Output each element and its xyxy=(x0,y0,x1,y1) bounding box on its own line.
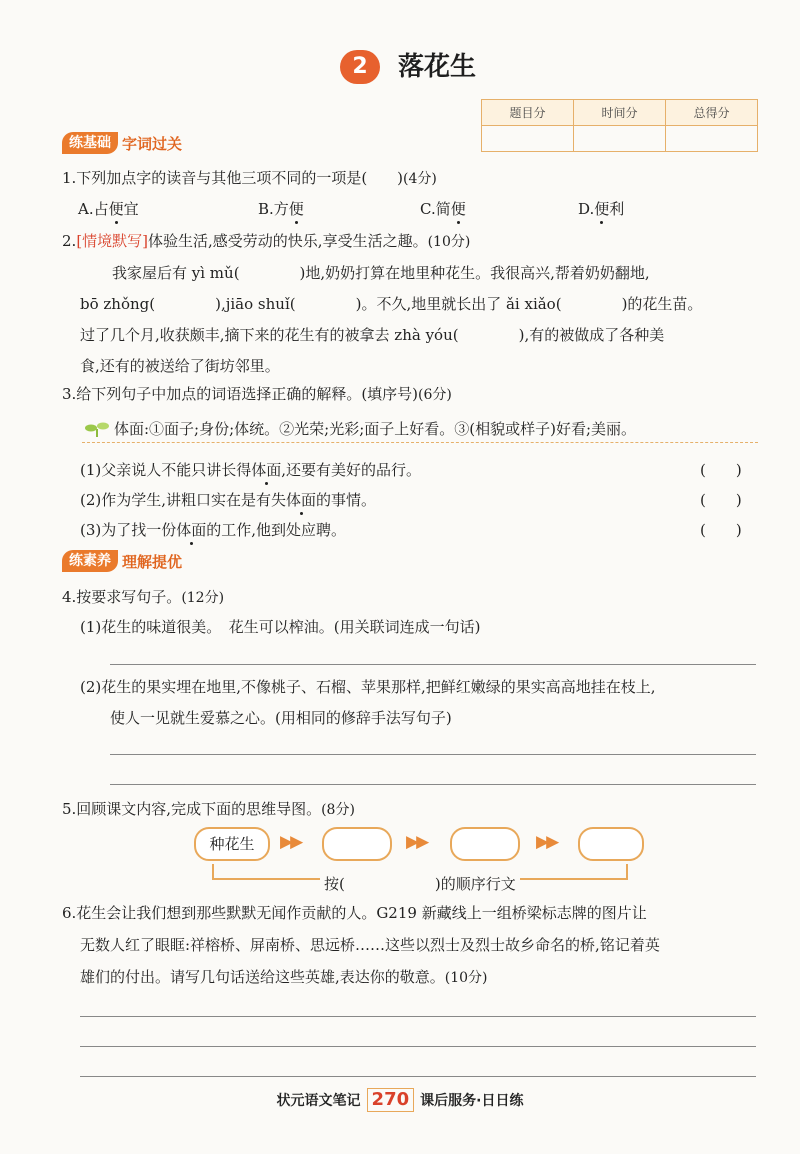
answer-line[interactable] xyxy=(110,754,756,755)
page-number: 270 xyxy=(367,1088,415,1112)
score-table xyxy=(481,99,758,152)
sprout-icon xyxy=(84,420,110,438)
scenario-tag: [情境默写] xyxy=(76,232,149,250)
mindmap-node-blank[interactable] xyxy=(322,827,392,861)
option-b[interactable]: B.方便 xyxy=(258,200,304,218)
q3-item-1: (1)父亲说人不能只讲长得体面,还要有美好的品行。 xyxy=(80,461,422,479)
score-header: 题目分 xyxy=(482,100,574,126)
q4-sub-2-line-1: (2)花生的果实埋在地里,不像桃子、石榴、苹果那样,把鲜红嫩绿的果实高高地挂在枝上, xyxy=(80,678,656,696)
q2-line-3: 过了几个月,收获颇丰,摘下来的花生有的被拿去 zhà yóu( ),有的被做成了各种美 xyxy=(80,326,665,344)
section-tag: 练基础 xyxy=(62,132,118,154)
q2-line-1: 我家屋后有 yì mǔ( )地,奶奶打算在地里种花生。我很高兴,帮着奶奶翻地, xyxy=(112,264,650,282)
section-tag: 练素养 xyxy=(62,550,118,572)
dotted-char: 便 xyxy=(288,200,304,218)
question-points: (4分) xyxy=(403,171,437,187)
answer-paren[interactable]: ( ) xyxy=(700,521,742,539)
footer-brand: 状元语文笔记 xyxy=(276,1093,361,1109)
q3-item-3: (3)为了找一份体面的工作,他到处应聘。 xyxy=(80,521,347,539)
answer-line[interactable] xyxy=(110,784,756,785)
mindmap-node-blank[interactable] xyxy=(450,827,520,861)
answer-line[interactable] xyxy=(110,664,756,665)
answer-line[interactable] xyxy=(80,1046,756,1047)
answer-paren[interactable]: ( ) xyxy=(700,461,742,479)
score-cell[interactable] xyxy=(482,126,574,152)
definition-box xyxy=(82,414,758,443)
arrow-icon: ▶▶ xyxy=(280,832,301,852)
dotted-char: 便 xyxy=(108,200,124,218)
question-5: 5.回顾课文内容,完成下面的思维导图。(8分) xyxy=(62,800,355,818)
score-header: 总得分 xyxy=(666,100,758,126)
mindmap-node-start: 种花生 xyxy=(194,827,270,861)
answer-line[interactable] xyxy=(80,1076,756,1077)
option-a[interactable]: A.占便宜 xyxy=(78,200,139,218)
section-label: 字词过关 xyxy=(122,134,183,153)
question-text: 1.下列加点字的读音与其他三项不同的一项是( ) xyxy=(62,169,404,187)
section-header-basics xyxy=(62,132,182,154)
q6-line-3: 雄们的付出。请写几句话送给这些英雄,表达你的敬意。(10分) xyxy=(80,968,488,986)
q4-sub-1: (1)花生的味道很美。 花生可以榨油。(用关联词连成一句话) xyxy=(80,618,481,636)
dotted-char: 便 xyxy=(450,200,466,218)
question-1 xyxy=(62,167,437,188)
mindmap-node-blank[interactable] xyxy=(578,827,644,861)
section-label: 理解提优 xyxy=(122,552,183,571)
q4-sub-2-line-2: 使人一见就生爱慕之心。(用相同的修辞手法写句子) xyxy=(110,709,452,727)
footer-series: 课后服务·日日练 xyxy=(420,1093,524,1109)
option-c[interactable]: C.简便 xyxy=(420,200,466,218)
order-blank[interactable]: 按( )的顺序行文 xyxy=(320,873,520,894)
score-header: 时间分 xyxy=(574,100,666,126)
option-d[interactable]: D.便利 xyxy=(578,200,625,218)
lesson-title: 落花生 xyxy=(398,52,477,82)
question-4: 4.按要求写句子。(12分) xyxy=(62,588,225,606)
section-header-literacy xyxy=(62,550,182,572)
q2-line-4: 食,还有的被送给了街坊邻里。 xyxy=(80,357,280,375)
question-2: 2.[情境默写]体验生活,感受劳动的快乐,享受生活之趣。(10分) xyxy=(62,232,471,250)
answer-line[interactable] xyxy=(80,1016,756,1017)
q6-line-1: 6.花生会让我们想到那些默默无闻作贡献的人。G219 新藏线上一组桥梁标志牌的图片让 xyxy=(62,904,647,922)
question-3: 3.给下列句子中加点的词语选择正确的解释。(填序号)(6分) xyxy=(62,385,452,403)
dotted-char: 便 xyxy=(594,200,610,218)
lesson-number: 2 xyxy=(340,50,380,84)
q3-item-2: (2)作为学生,讲粗口实在是有失体面的事情。 xyxy=(80,491,377,509)
arrow-icon: ▶▶ xyxy=(536,832,557,852)
q2-line-2: bō zhǒng( ),jiāo shuǐ( )。不久,地里就长出了 ǎi xiǎo( )的花生苗。 xyxy=(80,295,703,313)
footer xyxy=(0,1088,800,1112)
arrow-icon: ▶▶ xyxy=(406,832,427,852)
answer-paren[interactable]: ( ) xyxy=(700,491,742,509)
q6-line-2: 无数人红了眼眶:祥榕桥、屏南桥、思远桥……这些以烈士及烈士故乡命名的桥,铭记着英 xyxy=(80,936,660,954)
score-cell[interactable] xyxy=(574,126,666,152)
definition-text: 体面:①面子;身份;体统。②光荣;光彩;面子上好看。③(相貌或样子)好看;美丽。 xyxy=(114,420,637,438)
score-cell[interactable] xyxy=(666,126,758,152)
